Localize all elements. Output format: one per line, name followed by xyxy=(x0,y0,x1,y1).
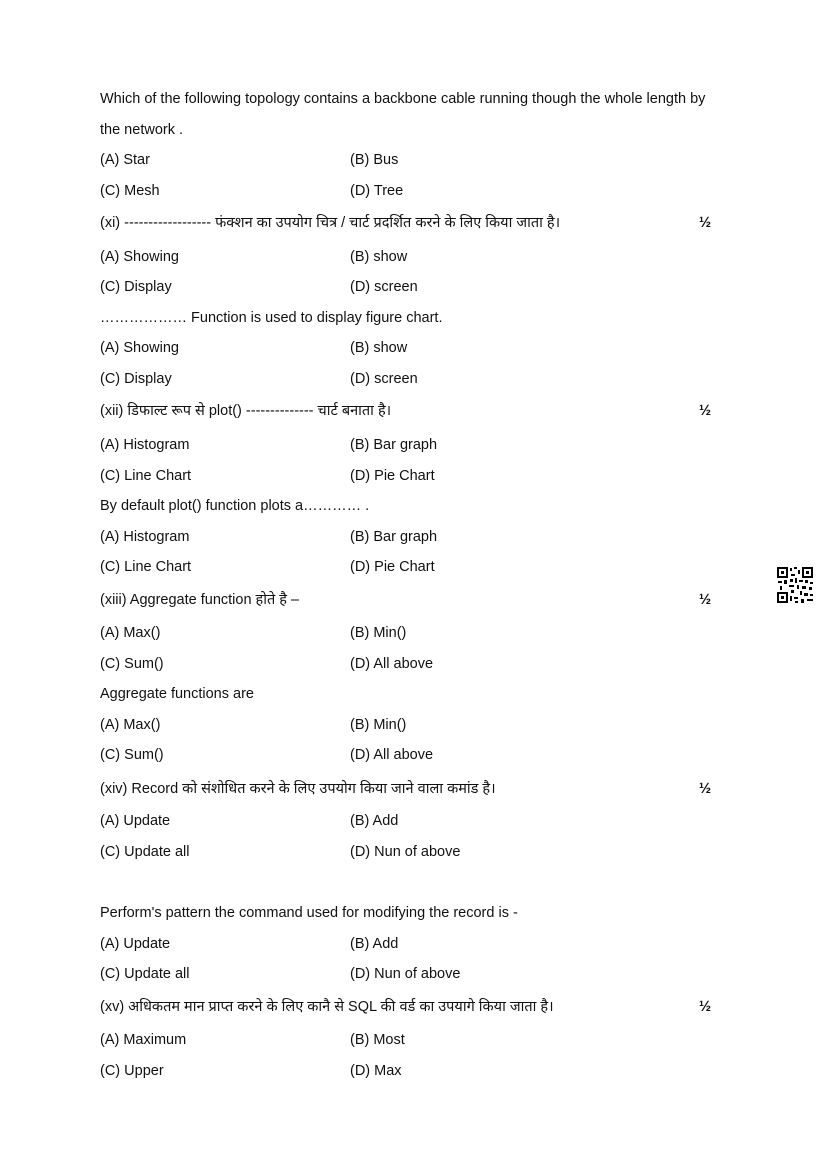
q14-hi-option-a: (A) Update xyxy=(100,813,171,829)
q15-marks: ½ xyxy=(699,999,712,1015)
q11-en-option-c: (C) Display xyxy=(100,371,172,387)
q14-en-option-d: (D) Nun of above xyxy=(350,966,461,982)
q13-hi-option-d: (D) All above xyxy=(350,656,434,672)
q11-english: ……………… Function is used to display figure chart. xyxy=(100,310,443,326)
q12-hi-option-a: (A) Histogram xyxy=(100,437,190,453)
q11-marks: ½ xyxy=(699,215,712,231)
q14-hindi: (xiv) Record को संशोधित करने के लिए उपयोग किया जाने वाला कमांड है। xyxy=(100,781,496,797)
q10-option-d: (D) Tree xyxy=(350,183,404,199)
q10-text-line2: the network . xyxy=(100,122,184,138)
q13-hindi: (xiii) Aggregate function होते है – xyxy=(100,592,300,608)
q14-hi-option-b: (B) Add xyxy=(350,813,399,829)
q10-option-b: (B) Bus xyxy=(350,152,399,168)
q11-hi-option-b: (B) show xyxy=(350,249,408,265)
q10-text-line1: Which of the following topology contains a backbone cable running though the whole length by xyxy=(100,91,706,107)
q13-marks: ½ xyxy=(699,592,712,608)
q11-hindi: (xi) ------------------ फंक्शन का उपयोग चित्र / चार्ट प्रदर्शित करने के लिए किया जाता है। xyxy=(100,215,561,231)
q13-english: Aggregate functions are xyxy=(100,686,254,702)
q12-hi-option-c: (C) Line Chart xyxy=(100,468,192,484)
q11-en-option-b: (B) show xyxy=(350,340,408,356)
q13-en-option-a: (A) Max() xyxy=(100,717,161,733)
q12-english: By default plot() function plots a………… . xyxy=(100,498,370,514)
q10-option-c: (C) Mesh xyxy=(100,183,160,199)
q11-hi-option-d: (D) screen xyxy=(350,279,418,295)
q13-en-option-d: (D) All above xyxy=(350,747,434,763)
q13-hi-option-c: (C) Sum() xyxy=(100,656,164,672)
q14-en-option-a: (A) Update xyxy=(100,936,171,952)
qr-code-icon xyxy=(776,566,814,604)
q10-option-a: (A) Star xyxy=(100,152,150,168)
q13-en-option-c: (C) Sum() xyxy=(100,747,164,763)
q14-hi-option-d: (D) Nun of above xyxy=(350,844,461,860)
q14-marks: ½ xyxy=(699,781,712,797)
q13-hi-option-a: (A) Max() xyxy=(100,625,161,641)
q11-en-option-a: (A) Showing xyxy=(100,340,179,356)
q14-en-option-c: (C) Update all xyxy=(100,966,190,982)
q15-option-c: (C) Upper xyxy=(100,1063,164,1079)
q12-hi-option-d: (D) Pie Chart xyxy=(350,468,435,484)
q12-en-option-b: (B) Bar graph xyxy=(350,529,438,545)
q12-en-option-a: (A) Histogram xyxy=(100,529,190,545)
q15-hindi: (xv) अधिकतम मान प्राप्त करने के लिए कानै से SQL की वर्ड का उपयागे किया जाता है। xyxy=(100,999,554,1015)
q13-hi-option-b: (B) Min() xyxy=(350,625,407,641)
q15-option-a: (A) Maximum xyxy=(100,1032,187,1048)
q11-hi-option-c: (C) Display xyxy=(100,279,172,295)
q12-marks: ½ xyxy=(699,403,712,419)
q12-hi-option-b: (B) Bar graph xyxy=(350,437,438,453)
q14-en-option-b: (B) Add xyxy=(350,936,399,952)
q12-hindi: (xii) डिफाल्ट रूप से plot() -------------- चार्ट बनाता है। xyxy=(100,403,392,419)
q12-en-option-c: (C) Line Chart xyxy=(100,559,192,575)
q12-en-option-d: (D) Pie Chart xyxy=(350,559,435,575)
q13-en-option-b: (B) Min() xyxy=(350,717,407,733)
q14-hi-option-c: (C) Update all xyxy=(100,844,190,860)
q15-option-d: (D) Max xyxy=(350,1063,402,1079)
q15-option-b: (B) Most xyxy=(350,1032,405,1048)
q11-en-option-d: (D) screen xyxy=(350,371,418,387)
q14-english: Perform's pattern the command used for modifying the record is - xyxy=(100,905,518,921)
q11-hi-option-a: (A) Showing xyxy=(100,249,179,265)
